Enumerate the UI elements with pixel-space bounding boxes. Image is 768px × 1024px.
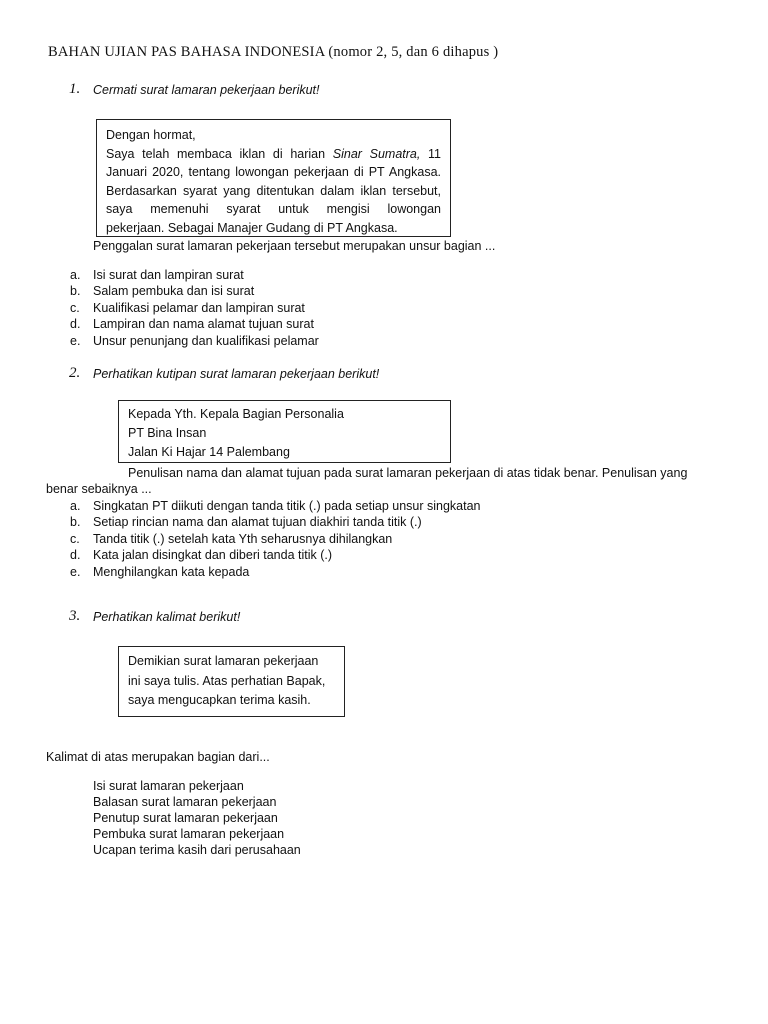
q3-option-3[interactable]: Penutup surat lamaran pekerjaan [93,811,278,825]
q3-box-line3: saya mengucapkan terima kasih. [128,693,311,707]
q2-option-e[interactable]: e. Menghilangkan kata kepada [70,564,250,579]
q1-question: Penggalan surat lamaran pekerjaan tersebut merupakan unsur bagian ... [93,239,496,253]
q1-box-line1: Saya telah membaca iklan di harian Sinar Sumatra, 11 [106,146,441,161]
q3-number: 3. [69,608,81,624]
q1-number: 1. [69,81,81,97]
q1-letter-excerpt-box [96,119,451,237]
q1-prompt: Cermati surat lamaran pekerjaan berikut! [93,83,320,97]
q2-option-b[interactable]: b. Setiap rincian nama dan alamat tujuan diakhiri tanda titik (.) [70,515,422,530]
q2-question-line2: benar sebaiknya ... [46,482,152,496]
q3-prompt: Perhatikan kalimat berikut! [93,610,241,624]
q3-option-1[interactable]: Isi surat lamaran pekerjaan [93,779,244,793]
q2-address-box [118,400,451,463]
q2-options [70,498,481,580]
q1-option-b[interactable]: b. Salam pembuka dan isi surat [70,284,255,299]
q1-box-line5: pekerjaan. Sebagai Manajer Gudang di PT Angkasa. [106,220,398,235]
q2-option-d[interactable]: d. Kata jalan disingkat dan diberi tanda titik (.) [70,548,333,563]
q1-option-c[interactable]: c. Kualifikasi pelamar dan lampiran surat [70,300,305,315]
q2-option-c[interactable]: c. Tanda titik (.) setelah kata Yth seharusnya dihilangkan [70,531,393,546]
q1-options [70,267,319,349]
q3-box-line2: ini saya tulis. Atas perhatian Bapak, [128,673,326,688]
q1-box-line4: saya memenuhi syarat untuk mengisi lowongan [106,202,441,217]
q2-option-a[interactable]: a. Singkatan PT diikuti dengan tanda titik (.) pada setiap unsur singkatan [70,499,481,513]
q1-option-e[interactable]: e. Unsur penunjang dan kualifikasi pelamar [70,333,319,348]
q2-box-line1: Kepada Yth. Kepala Bagian Personalia [128,407,344,421]
q1-option-d[interactable]: d. Lampiran dan nama alamat tujuan surat [70,317,314,332]
q1-box-greeting: Dengan hormat, [106,128,196,142]
q3-option-5[interactable]: Ucapan terima kasih dari perusahaan [93,843,301,857]
q3-box-line1: Demikian surat lamaran pekerjaan [128,654,319,668]
page-title: BAHAN UJIAN PAS BAHASA INDONESIA (nomor 2, 5, dan 6 dihapus ) [48,44,499,60]
q2-number: 2. [69,365,81,381]
q3-option-4[interactable]: Pembuka surat lamaran pekerjaan [93,827,285,841]
q2-box-line3: Jalan Ki Hajar 14 Palembang [128,444,290,459]
q2-prompt: Perhatikan kutipan surat lamaran pekerjaan berikut! [93,367,380,381]
q3-option-2[interactable]: Balasan surat lamaran pekerjaan [93,795,277,809]
q1-box-line3: Berdasarkan syarat yang ditentukan dalam iklan tersebut, [106,183,441,198]
q3-question: Kalimat di atas merupakan bagian dari... [46,750,270,764]
q1-option-a[interactable]: a. Isi surat dan lampiran surat [70,268,244,282]
q3-options [93,778,301,858]
q2-box-line2: PT Bina Insan [128,425,207,440]
q3-sentence-box [118,646,345,717]
q1-box-line2: Januari 2020, tentang lowongan pekerjaan di PT Angkasa. [106,165,441,180]
q2-question-line1: Penulisan nama dan alamat tujuan pada surat lamaran pekerjaan di atas tidak benar. Penulisan yang [128,466,688,480]
